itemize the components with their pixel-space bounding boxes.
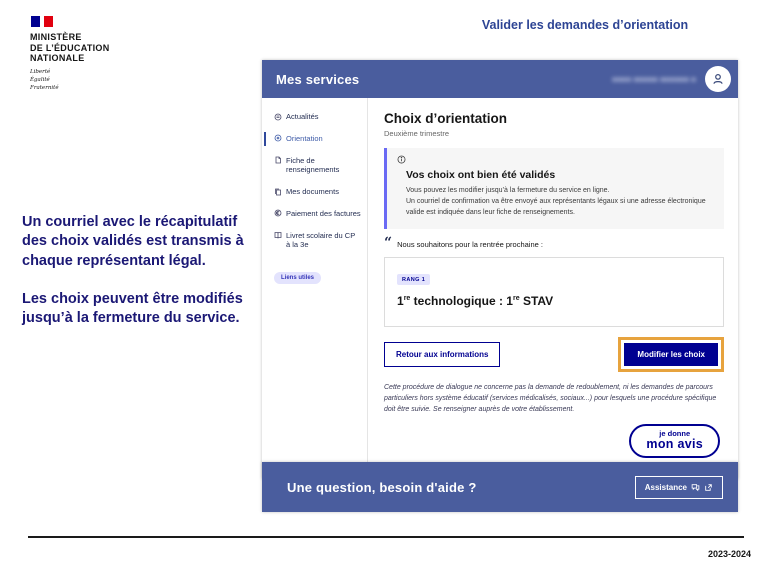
assistance-label: Assistance (644, 482, 687, 492)
rank-badge: RANG 1 (397, 274, 430, 285)
main-content (368, 98, 738, 479)
user-icon (711, 72, 725, 86)
sidebar-item-label: Fiche de renseignements (286, 155, 340, 175)
help-bar (262, 462, 738, 512)
assistance-button[interactable] (635, 476, 723, 499)
footer-divider (28, 536, 744, 538)
sidebar (262, 98, 368, 479)
help-question: Une question, besoin d'aide ? (287, 479, 477, 495)
sidebar-item-label: Paiement des factures (286, 208, 361, 218)
sidebar-item-label: Orientation (286, 133, 323, 143)
callout-text (406, 186, 714, 219)
info-icon (397, 155, 714, 164)
actions-row (384, 337, 724, 372)
quote-icon: “ (384, 234, 393, 251)
callout-title: Vos choix ont bien été validés (406, 169, 556, 181)
useful-links-badge[interactable]: Liens utiles (274, 272, 321, 284)
modify-choices-button[interactable]: Modifier les choix (624, 343, 718, 366)
page-title: Valider les demandes d’orientation (481, 18, 689, 32)
sidebar-item-paiement-factures[interactable] (274, 209, 361, 219)
orientation-choice: 1re technologique : 1re STAV (397, 293, 554, 308)
account-button[interactable] (705, 66, 731, 92)
payment-icon (274, 209, 282, 217)
quote-text: Nous souhaitons pour la rentrée prochaine : (397, 239, 543, 249)
ministry-motto: Liberté Égalité Fraternité (30, 68, 59, 91)
sidebar-item-orientation[interactable] (274, 134, 361, 144)
portal-title: Mes services (276, 71, 360, 87)
validation-callout (384, 148, 724, 229)
sidebar-item-label: Actualités (286, 112, 319, 121)
feedback-line-2: mon avis (646, 437, 703, 452)
aside-paragraph-1: Un courriel avec le récapitulatif des choix validés est transmis à chaque représentant légal. (22, 214, 244, 269)
news-icon (274, 113, 282, 121)
documents-icon (274, 188, 282, 196)
highlight-annotation (618, 337, 724, 372)
aside-note (22, 213, 264, 347)
portal-window (262, 60, 738, 479)
callout-line-2: Un courriel de confirmation va être envoyé aux représentants légaux si une adresse électronique valide est indiquée dans leur fiche de renseignements. (406, 197, 706, 216)
sidebar-item-mes-documents[interactable] (274, 187, 361, 197)
sidebar-item-label: Mes documents (286, 187, 339, 196)
french-flag-icon (31, 16, 110, 27)
procedure-disclaimer: Cette procédure de dialogue ne concerne pas la demande de redoublement, ni les demandes de parcours particuliers hors système éducatif (services médicalisés, sociaux...) pour lesquels une procédure spécifique doit être suivie. Se renseigner auprès de votre établissement. (384, 383, 717, 413)
school-year: 2023-2024 (707, 549, 751, 559)
external-link-icon (704, 483, 713, 492)
content-subtitle: Deuxième trimestre (384, 129, 450, 138)
ministry-name: MINISTÈRE DE L’ÉDUCATION NATIONALE (30, 32, 110, 64)
wish-quote (384, 234, 724, 251)
aside-paragraph-2: Les choix peuvent être modifiés jusqu’à la fermeture du service. (22, 290, 243, 327)
ministry-logo (30, 16, 110, 93)
orientation-icon (274, 134, 282, 142)
back-to-information-button[interactable]: Retour aux informations (384, 342, 500, 367)
chat-icon (691, 483, 700, 492)
sidebar-item-actualites[interactable] (274, 112, 361, 122)
sidebar-item-fiche-renseignements[interactable] (274, 156, 361, 176)
user-name-redacted: ■■■■ ■■■■■ ■■■■■■ ■ (612, 74, 696, 84)
form-icon (274, 156, 282, 164)
content-title: Choix d’orientation (384, 111, 507, 126)
sidebar-item-label: Livret scolaire du CP à la 3e (286, 230, 356, 250)
callout-line-1: Vous pouvez les modifier jusqu’à la fermeture du service en ligne. (406, 187, 610, 194)
sidebar-item-livret-scolaire[interactable] (274, 231, 361, 251)
give-feedback-button[interactable] (629, 424, 720, 458)
feedback-line-1: je donne (659, 429, 691, 439)
book-icon (274, 231, 282, 239)
rank-card (384, 257, 724, 327)
portal-header (262, 60, 738, 98)
